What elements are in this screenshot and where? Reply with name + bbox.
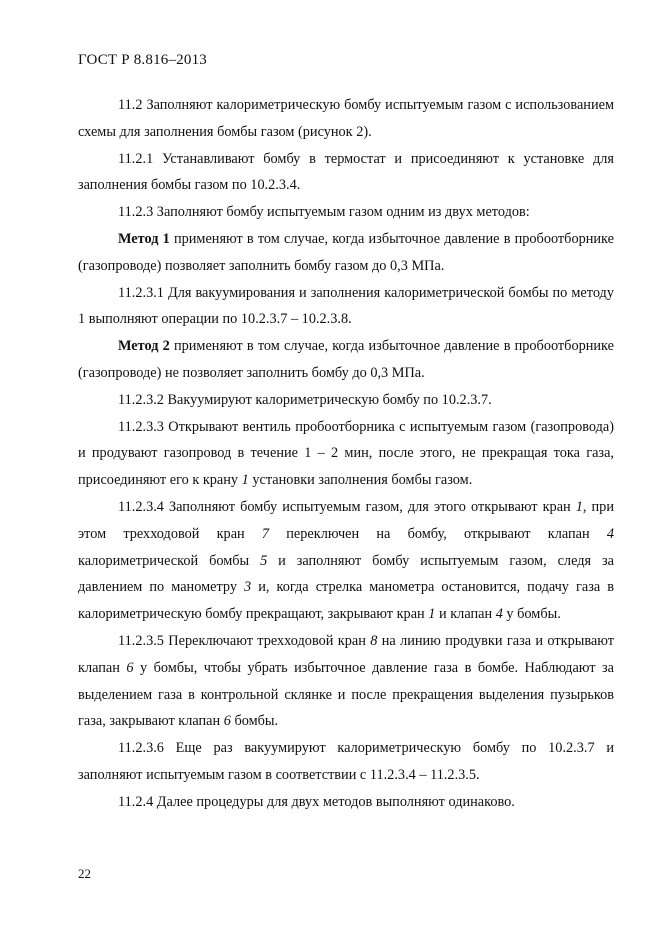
item-number: 5 — [260, 552, 268, 569]
item-number: 1 — [575, 498, 583, 515]
paragraph-method-1 — [78, 226, 614, 280]
paragraph-11-2-1: 11.2.1 Устанавливают бомбу в термостат и присоединяют к установке для заполнения бомбы газом по 10.2.3.4. — [78, 150, 614, 194]
method-2-label: Метод 2 — [118, 338, 170, 355]
text-run: 11.2.3.3 Открывают вентиль пробоотборника с испытуемым газом (газопровода) и продувают газопровод в течение 1 – 2 мин, после этого, не прекращая тока газа, присоединяют его к крану — [78, 418, 614, 489]
paragraph-method-2 — [78, 333, 614, 387]
text-run: и заполняют бомбу испытуемым газом, следя за давлением по манометру — [78, 552, 614, 596]
item-number: 7 — [261, 525, 270, 542]
item-number: 1 — [428, 606, 436, 623]
method-1-label: Метод 1 — [118, 230, 170, 247]
item-number: 1 — [241, 472, 249, 489]
item-number: 3 — [244, 579, 252, 596]
paragraph-11-2-3-5 — [78, 628, 614, 735]
paragraph-11-2-3-2: 11.2.3.2 Вакуумируют калориметрическую бомбу по 10.2.3.7. — [118, 391, 492, 408]
text-run: на линию продувки газа и открывают клапан — [78, 632, 614, 676]
method-2-text: применяют в том случае, когда избыточное давление в пробоотборнике (газопроводе) не позволяет заполнить бомбу до 0,3 МПа. — [78, 338, 614, 381]
paragraph-11-2: 11.2 Заполняют калориметрическую бомбу испытуемым газом с использованием схемы для заполнения бомбы газом (рисунок 2). — [78, 97, 614, 140]
item-number: 8 — [370, 632, 378, 649]
paragraph-11-2-3: 11.2.3 Заполняют бомбу испытуемым газом одним из двух методов: — [118, 204, 530, 221]
text-run: калориметрической бомбы — [78, 552, 261, 569]
text-run: у бомбы, чтобы убрать избыточное давление газа в бомбе. Наблюдают за выделением газа в контрольной склянке и после прекращения выделения пузырьков газа, закрывают клапан — [78, 659, 614, 730]
text-run: у бомбы. — [502, 606, 561, 623]
item-number: 6 — [223, 713, 231, 730]
page-number: 22 — [78, 866, 91, 881]
paragraph-11-2-3-6: 11.2.3.6 Еще раз вакуумируют калориметрическую бомбу по 10.2.3.7 и заполняют испытуемым газом в соответствии с 11.2.3.4 – 11.2.3.5. — [78, 740, 614, 783]
item-number: 4 — [606, 525, 615, 542]
text-run: переключен на бомбу, открывают клапан — [269, 525, 607, 542]
paragraph-11-2-4: 11.2.4 Далее процедуры для двух методов выполняют одинаково. — [118, 793, 515, 810]
text-run: и, когда стрелка манометра остановится, подачу газа в калориметрическую бомбу прекращают, закрывают кран — [78, 579, 614, 623]
paragraph-11-2-3-3 — [78, 414, 614, 494]
text-run: бомбы. — [230, 713, 279, 730]
paragraph-11-2-3-1: 11.2.3.1 Для вакуумирования и заполнения калориметрической бомбы по методу 1 выполняют операции по 10.2.3.7 – 10.2.3.8. — [78, 284, 614, 328]
item-number: 6 — [126, 659, 134, 676]
text-run: и клапан — [435, 606, 496, 623]
text-run: , при этом трехходовой кран — [78, 498, 614, 542]
paragraph-11-2-3-4 — [78, 494, 614, 628]
text-run: 11.2.3.5 Переключают трехходовой кран — [118, 632, 371, 649]
document-body — [78, 92, 614, 816]
text-run: 11.2.3.4 Заполняют бомбу испытуемым газом, для этого открывают кран — [118, 498, 576, 515]
document-code-header: ГОСТ Р 8.816–2013 — [78, 52, 207, 68]
item-number: 4 — [495, 606, 503, 623]
text-run: установки заполнения бомбы газом. — [248, 472, 473, 489]
method-1-text: применяют в том случае, когда избыточное давление в пробоотборнике (газопроводе) позволяет заполнить бомбу газом до 0,3 МПа. — [78, 230, 614, 274]
